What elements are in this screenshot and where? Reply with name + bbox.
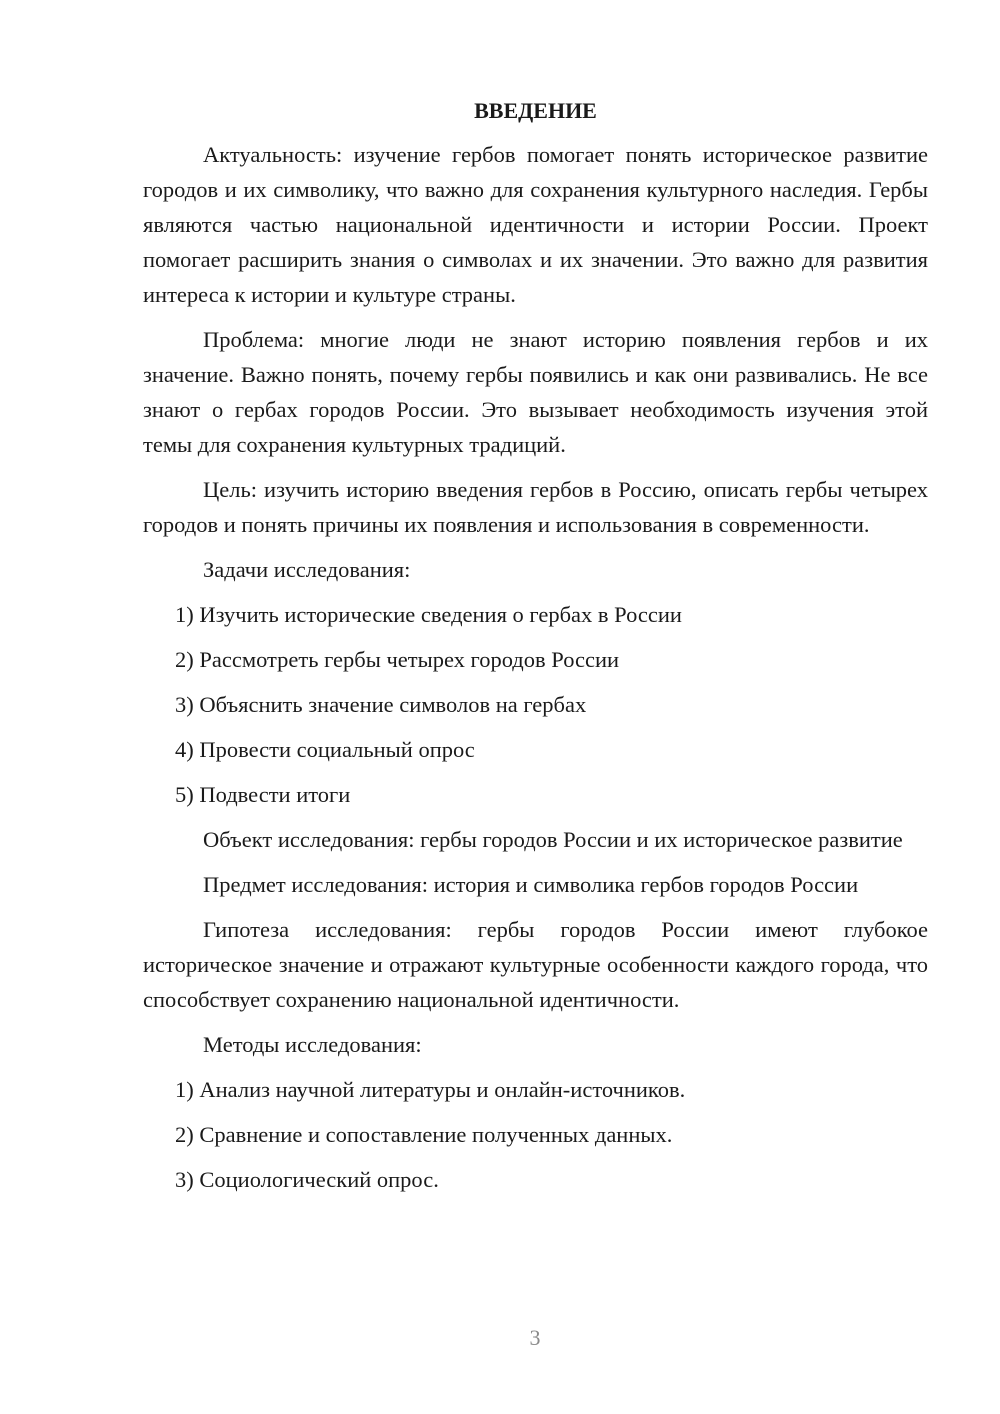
tasks-title: Задачи исследования: bbox=[203, 557, 411, 582]
task-item: 3) Объяснить значение символов на гербах bbox=[175, 692, 587, 717]
methods-title: Методы исследования: bbox=[203, 1032, 422, 1057]
hypothesis-paragraph: Гипотеза исследования: гербы городов России имеют глубокое историческое значение и отражают культурные особенности каждого города, что способствует сохранению национальной идентичности. bbox=[143, 917, 928, 1012]
document-page bbox=[143, 95, 928, 1207]
goal-paragraph: Цель: изучить историю введения гербов в Россию, описать гербы четырех городов и понять причины их появления и использования в современности. bbox=[143, 477, 928, 537]
page-number: 3 bbox=[529, 1325, 541, 1350]
task-item: 2) Рассмотреть гербы четырех городов России bbox=[175, 647, 620, 672]
problem-paragraph: Проблема: многие люди не знают историю появления гербов и их значение. Важно понять, почему гербы появились и как они развивались. Не все знают о гербах городов России. Это вызывает необходимость изучения этой темы для сохранения культурных традиций. bbox=[143, 327, 928, 457]
task-item: 5) Подвести итоги bbox=[175, 782, 351, 807]
relevance-paragraph: Актуальность: изучение гербов помогает понять историческое развитие городов и их символику, что важно для сохранения культурного наследия. Гербы являются частью национальной идентичности и истории России. Проект помогает расширить знания о символах и их значении. Это важно для развития интереса к истории и культуре страны. bbox=[143, 142, 928, 307]
task-item: 1) Изучить исторические сведения о гербах в России bbox=[175, 602, 682, 627]
method-item: 1) Анализ научной литературы и онлайн-источников. bbox=[175, 1077, 686, 1102]
subject-paragraph: Предмет исследования: история и символика гербов городов России bbox=[203, 872, 859, 897]
method-item: 2) Сравнение и сопоставление полученных данных. bbox=[175, 1122, 673, 1147]
method-item: 3) Социологический опрос. bbox=[175, 1167, 439, 1192]
task-item: 4) Провести социальный опрос bbox=[175, 737, 475, 762]
object-paragraph: Объект исследования: гербы городов России и их историческое развитие bbox=[203, 827, 903, 852]
page-title: ВВЕДЕНИЕ bbox=[474, 98, 597, 123]
